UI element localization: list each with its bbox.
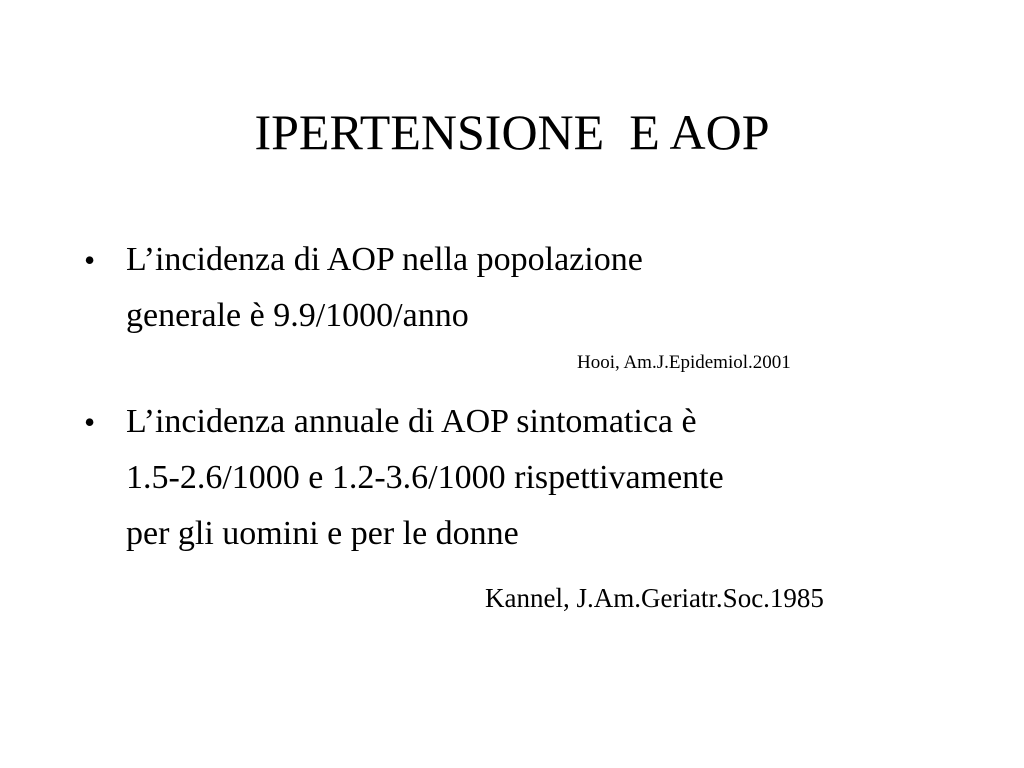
- bullet-text: [126, 394, 956, 562]
- citation-kannel: Kannel, J.Am.Geriatr.Soc.1985: [485, 583, 824, 613]
- slide-title: IPERTENSIONE E AOP: [254, 104, 770, 160]
- bullet-line: L’incidenza annuale di AOP sintomatica è: [126, 403, 697, 440]
- bullet-dot-icon: •: [84, 404, 96, 440]
- bullet-line: per gli uomini e per le donne: [126, 515, 519, 552]
- bullet-text: [126, 232, 956, 344]
- bullet-line: 1.5-2.6/1000 e 1.2-3.6/1000 rispettivamente: [126, 459, 724, 496]
- bullet-item-incidence-symptomatic: [84, 394, 964, 562]
- citation-hooi: Hooi, Am.J.Epidemiol.2001: [577, 352, 791, 373]
- bullet-line: L’incidenza di AOP nella popolazione: [126, 241, 643, 278]
- bullet-dot-icon: •: [84, 242, 96, 278]
- bullet-item-incidence-general: [84, 232, 964, 344]
- bullet-line: generale è 9.9/1000/anno: [126, 297, 469, 334]
